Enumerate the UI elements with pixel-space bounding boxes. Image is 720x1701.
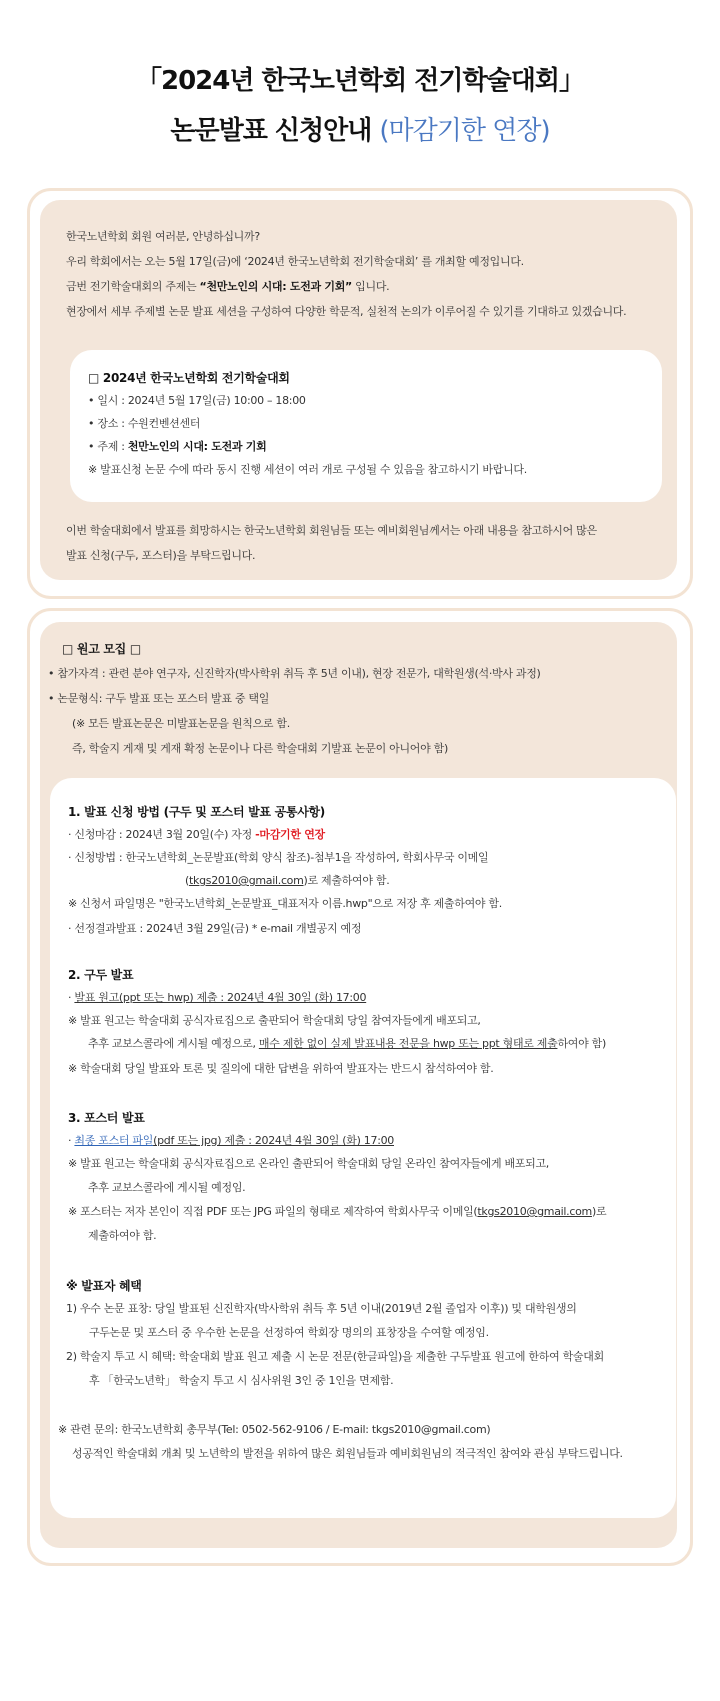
paper-format: • 논문형식: 구두 발표 또는 포스터 발표 중 택일 <box>48 692 270 705</box>
paper-format-note-2: 즉, 학술지 게재 및 게재 확정 논문이나 다른 학술대회 기발표 논문이 아니어야 함) <box>72 742 448 755</box>
intro-invite-2: 발표 신청(구두, 포스터)을 부탁드립니다. <box>66 549 256 562</box>
deadline-extended-label: -마감기한 연장 <box>255 828 325 841</box>
oral-submit: · 발표 원고(ppt 또는 hwp) 제출 : 2024년 4월 30일 (화) 17:00 <box>68 991 367 1004</box>
poster-note-2: 추후 교보스콜라에 게시될 예정임. <box>88 1181 246 1194</box>
title-deadline-extension: (마감기한 연장) <box>379 116 550 146</box>
conference-info-title: □ 2024년 한국노년학회 전기학술대회 <box>88 371 290 385</box>
conference-note: ※ 발표신청 논문 수에 따라 동시 진행 세션이 여러 개로 구성될 수 있음을 참고하시기 바랍니다. <box>88 463 527 476</box>
oral-heading: 2. 구두 발표 <box>68 968 134 982</box>
office-email-link[interactable]: tkgs2010@gmail.com <box>189 874 304 887</box>
final-poster-file-link[interactable]: 최종 포스터 파일 <box>74 1134 154 1147</box>
title-main: 논문발표 신청안내 <box>170 116 372 146</box>
poster-note-3: ※ 포스터는 저자 본인이 직접 PDF 또는 JPG 파일의 형태로 제작하여 학회사무국 이메일(tkgs2010@gmail.com)로 <box>68 1205 607 1218</box>
contact-info: ※ 관련 문의: 한국노년학회 총무부(Tel: 0502-562-9106 / E-mail: tkgs2010@gmail.com) <box>58 1423 491 1436</box>
qualification: • 참가자격 : 관련 분야 연구자, 신진학자(박사학위 취득 후 5년 이내), 현장 전문가, 대학원생(석·박사 과정) <box>48 667 541 680</box>
conference-date: • 일시 : 2024년 5월 17일(금) 10:00 – 18:00 <box>88 394 306 407</box>
closing-message: 성공적인 학술대회 개최 및 노년학의 발전을 위하여 많은 회원님들과 예비회원님의 적극적인 참여와 관심 부탁드립니다. <box>72 1447 623 1460</box>
poster-note-4: 제출하여야 함. <box>88 1229 157 1242</box>
application-method: · 신청방법 : 한국노년학회_논문발표(학회 양식 참조)-첨부1을 작성하여, 학회사무국 이메일 <box>68 851 489 864</box>
intro-announcement: 우리 학회에서는 오는 5월 17일(금)에 ‘2024년 한국노년학회 전기학술대회’ 를 개최할 예정입니다. <box>66 255 524 268</box>
conference-place: • 장소 : 수원컨벤션센터 <box>88 417 201 430</box>
benefit-2a: 2) 학술지 투고 시 혜택: 학술대회 발표 원고 제출 시 논문 전문(한글파일)을 제출한 구두발표 원고에 한하여 학술대회 <box>66 1350 604 1363</box>
recruitment-heading: □ 원고 모집 □ <box>62 642 141 656</box>
application-deadline: · 신청마감 : 2024년 3월 20일(수) 자정 -마감기한 연장 <box>68 828 325 841</box>
poster-email-link[interactable]: tkgs2010@gmail.com <box>477 1205 592 1218</box>
poster-submit: · 최종 포스터 파일(pdf 또는 jpg) 제출 : 2024년 4월 30일 (화) 17:00 <box>68 1134 394 1147</box>
title-line-1: 「2024년 한국노년학회 전기학술대회」 <box>136 66 584 96</box>
intro-expectation: 현장에서 세부 주제별 논문 발표 세션을 구성하여 다양한 학문적, 실천적 논의가 이루어질 수 있기를 기대하고 있겠습니다. <box>66 305 627 318</box>
intro-invite-1: 이번 학술대회에서 발표를 희망하시는 한국노년학회 회원님들 또는 예비회원님께서는 아래 내용을 참고하시어 많은 <box>66 524 597 537</box>
application-method-email: (tkgs2010@gmail.com)로 제출하여야 함. <box>185 874 390 887</box>
theme-title: “천만노인의 시대: 도전과 기회” <box>199 280 352 293</box>
poster-heading: 3. 포스터 발표 <box>68 1111 145 1125</box>
conference-theme: • 주제 : 천만노인의 시대: 도전과 기회 <box>88 440 267 453</box>
selection-result: · 선정결과발표 : 2024년 3월 29일(금) * e-mail 개별공지 예정 <box>68 922 362 935</box>
oral-note-3: ※ 학술대회 당일 발표와 토론 및 질의에 대한 답변을 위하여 발표자는 반드시 참석하여야 함. <box>68 1062 494 1075</box>
oral-note-2: 추후 교보스콜라에 게시될 예정으로, 매수 제한 없이 실제 발표내용 전문을 hwp 또는 ppt 형태로 제출하여야 함) <box>88 1037 606 1050</box>
benefit-2b: 후 「한국노년학」 학술지 투고 시 심사위원 3인 중 1인을 면제함. <box>89 1374 394 1387</box>
oral-note-1: ※ 발표 원고는 학술대회 공식자료집으로 출판되어 학술대회 당일 참여자들에게 배포되고, <box>68 1014 481 1027</box>
poster-note-1: ※ 발표 원고는 학술대회 공식자료집으로 온라인 출판되어 학술대회 당일 온라인 참여자들에게 배포되고, <box>68 1157 549 1170</box>
intro-greeting: 한국노년학회 회원 여러분, 안녕하십니까? <box>66 230 260 243</box>
benefit-1a: 1) 우수 논문 표창: 당일 발표된 신진학자(박사학위 취득 후 5년 이내(2019년 2월 졸업자 이후)) 및 대학원생의 <box>66 1302 577 1315</box>
benefit-heading: ※ 발표자 혜택 <box>66 1279 142 1293</box>
benefit-1b: 구두논문 및 포스터 중 우수한 논문을 선정하여 학회장 명의의 표창장을 수여할 예정임. <box>89 1326 489 1339</box>
intro-theme: 금번 전기학술대회의 주제는 “천만노인의 시대: 도전과 기회” 입니다. <box>66 280 390 293</box>
application-filename-note: ※ 신청서 파일명은 "한국노년학회_논문발표_대표저자 이름.hwp"으로 저장 후 제출하여야 함. <box>68 897 502 910</box>
paper-format-note-1: (※ 모든 발표논문은 미발표논문을 원칙으로 함. <box>72 717 290 730</box>
application-method-heading: 1. 발표 신청 방법 (구두 및 포스터 발표 공통사항) <box>68 805 325 819</box>
title-line-2 <box>0 110 720 147</box>
